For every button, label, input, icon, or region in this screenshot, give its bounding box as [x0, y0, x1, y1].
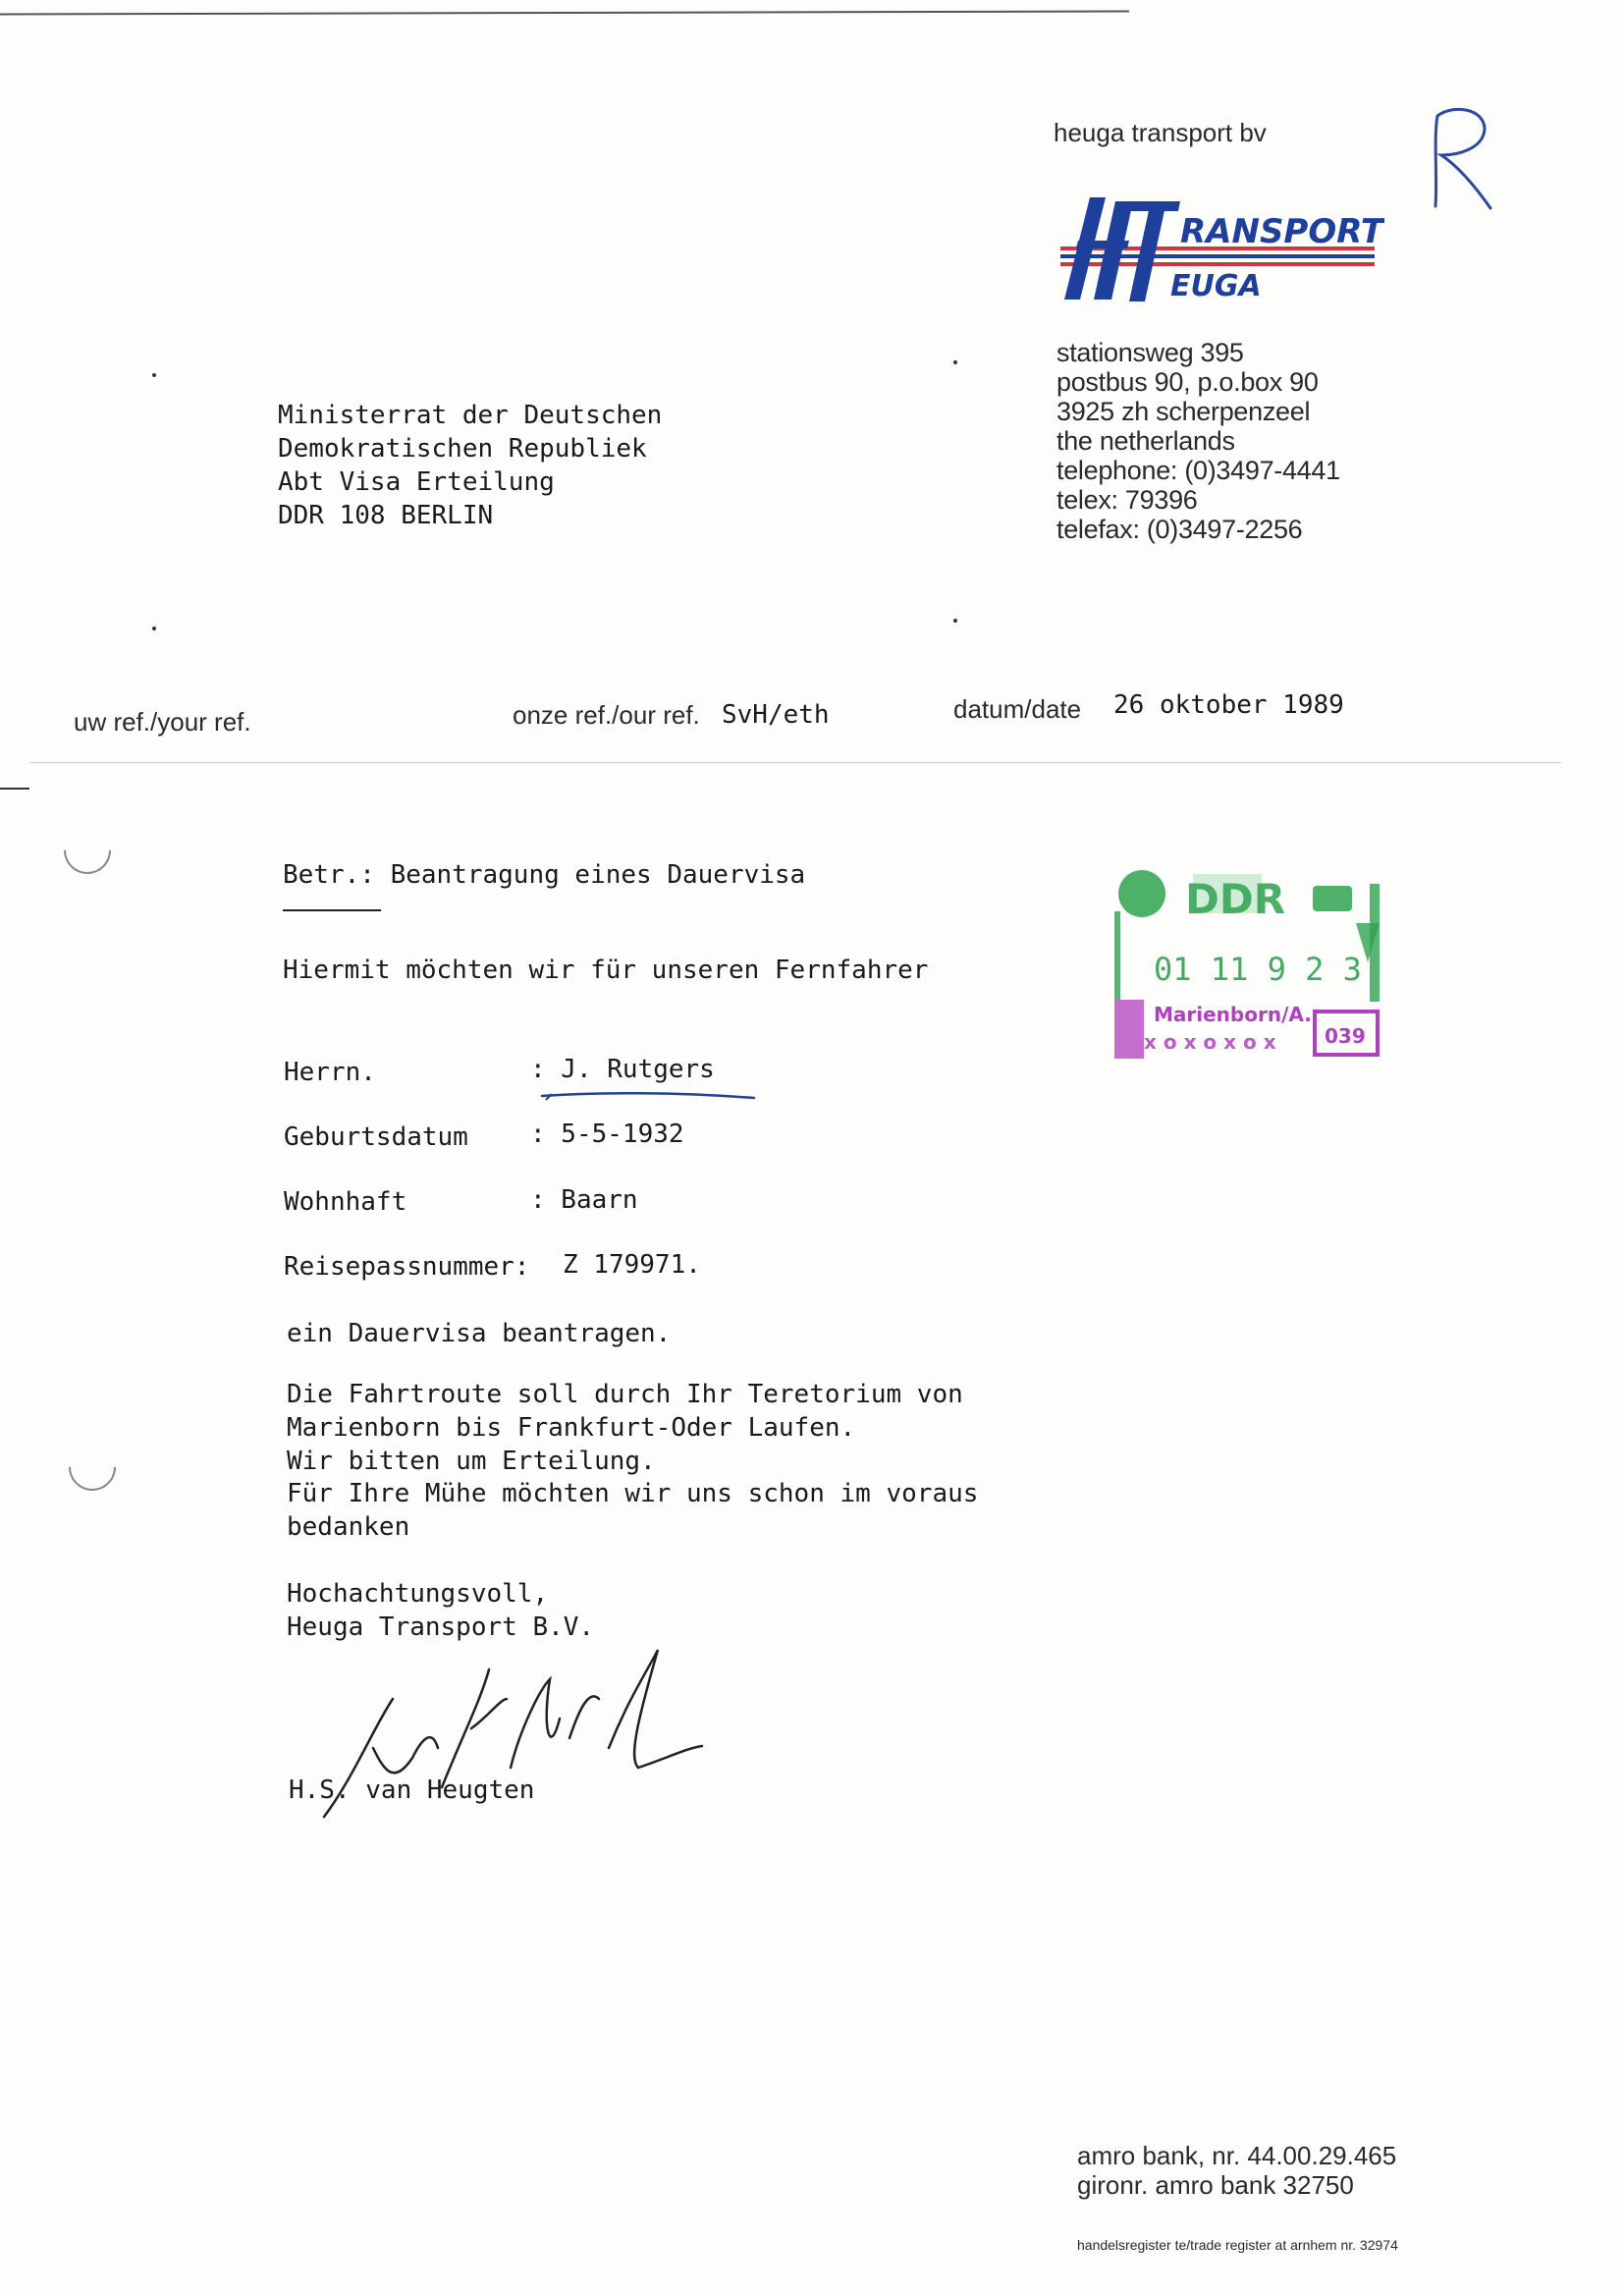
subject-line: Betr.: Beantragung eines Dauervisa — [283, 860, 806, 890]
field-value-geburtsdatum: : 5-5-1932 — [530, 1120, 684, 1149]
address-line: the netherlands — [1056, 426, 1235, 456]
field-label-reisepass: Reisepassnummer: — [284, 1252, 530, 1282]
field-value-reisepass: Z 179971. — [563, 1250, 701, 1280]
field-value-herrn: : J. Rutgers — [530, 1055, 715, 1084]
our-ref-label: onze ref./our ref. — [513, 700, 700, 730]
address-line: telex: 79396 — [1056, 485, 1198, 515]
company-address — [1056, 338, 1340, 544]
recipient-line: Demokratischen Republiek — [278, 434, 647, 464]
date-value: 26 oktober 1989 — [1113, 690, 1344, 720]
svg-text:x o x o x o x: x o x o x o x — [1144, 1030, 1276, 1054]
border-stamp — [1075, 854, 1409, 1070]
address-window-mark — [152, 373, 156, 377]
address-window-mark — [152, 627, 156, 630]
bank-line: amro bank, nr. 44.00.29.465 — [1077, 2141, 1397, 2170]
stamp-place: Marienborn/A. — [1154, 1003, 1312, 1026]
stamp-number: 039 — [1325, 1024, 1366, 1048]
address-window-mark — [953, 360, 957, 364]
paragraph-line: Für Ihre Mühe möchten wir uns schon im voraus — [287, 1479, 979, 1508]
recipient-line: Abt Visa Erteilung — [278, 467, 555, 497]
paragraph-line: bedanken — [287, 1512, 410, 1542]
bank-line: gironr. amro bank 32750 — [1077, 2170, 1354, 2200]
address-line: 3925 zh scherpenzeel — [1056, 397, 1311, 426]
trade-register: handelsregister te/trade register at arnhem nr. 32974 — [1077, 2237, 1398, 2253]
logo-text-bottom: EUGA — [1170, 269, 1262, 303]
fold-mark — [0, 788, 29, 790]
address-line: telephone: (0)3497-4441 — [1056, 456, 1340, 485]
logo-text-top: RANSPORT — [1180, 212, 1384, 251]
ink-underline — [540, 1088, 756, 1104]
after-fields-line: ein Dauervisa beantragen. — [287, 1319, 672, 1348]
subject-underline — [283, 909, 381, 911]
signature — [314, 1640, 707, 1836]
bank-details — [1077, 2141, 1396, 2200]
address-line: telefax: (0)3497-2256 — [1056, 515, 1303, 544]
field-label-wohnhaft: Wohnhaft — [284, 1187, 407, 1217]
stamp-date: 01 11 9 2 3 — [1154, 951, 1362, 988]
closing-line: Hochachtungsvoll, — [287, 1579, 549, 1609]
recipient-line: Ministerrat der Deutschen — [278, 401, 663, 430]
address-line: postbus 90, p.o.box 90 — [1056, 367, 1319, 397]
address-window-mark — [953, 619, 957, 623]
date-label: datum/date — [953, 694, 1082, 724]
company-logo — [1051, 191, 1384, 309]
our-ref-value: SvH/eth — [722, 700, 830, 730]
field-value-wohnhaft: : Baarn — [530, 1185, 638, 1215]
punch-hole-bottom — [59, 1434, 126, 1501]
signatory-name: H.S. van Heugten — [289, 1776, 535, 1805]
address-line: stationsweg 395 — [1056, 338, 1244, 367]
recipient-address — [278, 399, 662, 532]
field-label-geburtsdatum: Geburtsdatum — [284, 1122, 468, 1152]
your-ref-label: uw ref./your ref. — [74, 707, 251, 737]
paragraph-line: Wir bitten um Erteilung. — [287, 1447, 656, 1476]
recipient-line: DDR 108 BERLIN — [278, 501, 494, 530]
intro-line: Hiermit möchten wir für unseren Fernfahrer — [283, 956, 929, 985]
paragraph-line: Marienborn bis Frankfurt-Oder Laufen. — [287, 1413, 856, 1443]
handwritten-r — [1424, 98, 1502, 216]
punch-hole-top — [54, 817, 121, 884]
paragraph-line: Die Fahrtroute soll durch Ihr Teretorium von — [287, 1380, 963, 1409]
closing-line: Heuga Transport B.V. — [287, 1613, 595, 1642]
stamp-country: DDR — [1185, 875, 1286, 923]
fold-line — [29, 762, 1561, 763]
company-name: heuga transport bv — [1054, 118, 1267, 147]
field-label-herrn: Herrn. — [284, 1058, 376, 1087]
top-edge-line — [0, 10, 1129, 15]
